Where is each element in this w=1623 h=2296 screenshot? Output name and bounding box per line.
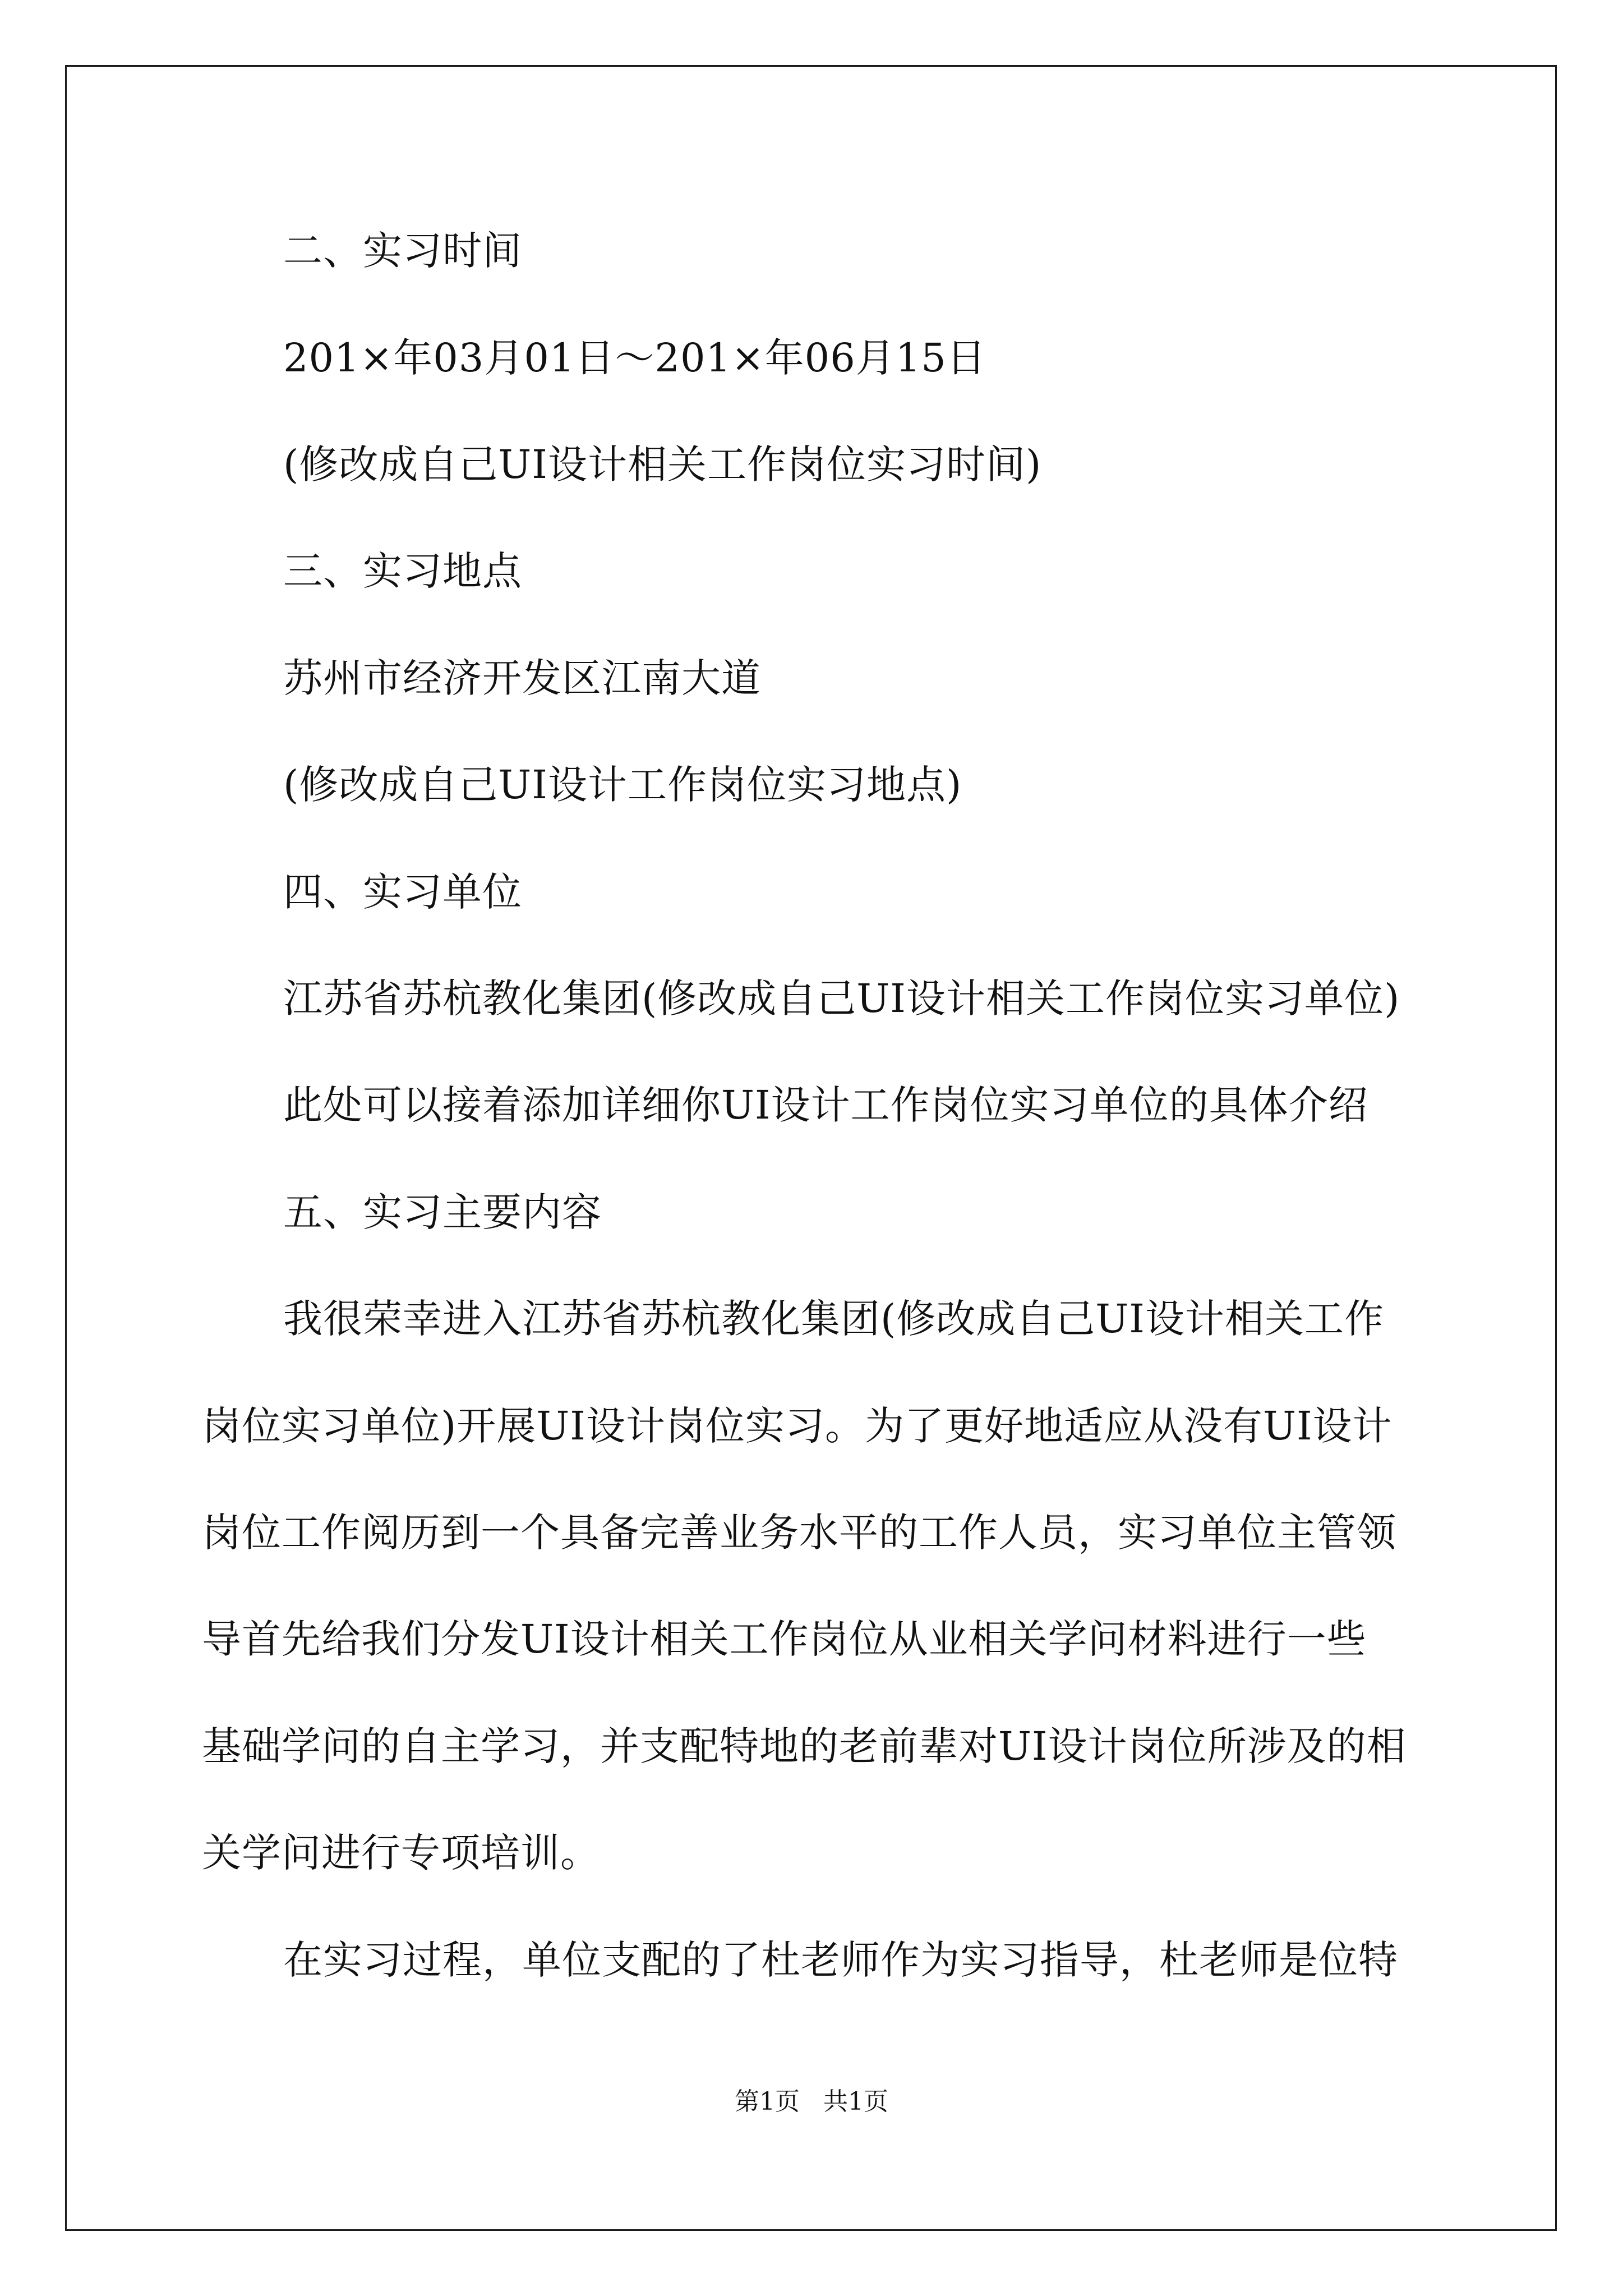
- text-internship-dates: 201×年03月01日～201×年06月15日: [283, 335, 986, 381]
- paragraph-line: 岗位工作阅历到一个具备完善业务水平的工作人员，实习单位主管领: [202, 1510, 1396, 1556]
- paragraph-line: 关学问进行专项培训。: [202, 1830, 600, 1876]
- text-location-note: (修改成自己UI设计工作岗位实习地点): [283, 762, 962, 808]
- paragraph-line: 我很荣幸进入江苏省苏杭教化集团(修改成自己UI设计相关工作: [283, 1296, 1384, 1342]
- heading-main-content: 五、实习主要内容: [283, 1189, 602, 1235]
- heading-internship-unit: 四、实习单位: [283, 869, 522, 915]
- paragraph-line: 岗位实习单位)开展UI设计岗位实习。为了更好地适应从没有UI设计: [202, 1403, 1393, 1449]
- text-unit: 江苏省苏杭教化集团(修改成自己UI设计相关工作岗位实习单位): [283, 976, 1400, 1022]
- text-location: 苏州市经济开发区江南大道: [283, 655, 761, 701]
- page-number-footer: 第1页 共1页: [735, 2087, 888, 2116]
- paragraph-line: 基础学问的自主学习，并支配特地的老前辈对UI设计岗位所涉及的相: [202, 1723, 1407, 1769]
- heading-internship-time: 二、实习时间: [283, 228, 522, 274]
- paragraph-line: 在实习过程，单位支配的了杜老师作为实习指导，杜老师是位特: [283, 1937, 1398, 1983]
- text-unit-intro: 此处可以接着添加详细你UI设计工作岗位实习单位的具体介绍: [283, 1082, 1368, 1128]
- heading-internship-location: 三、实习地点: [283, 548, 522, 594]
- text-time-note: (修改成自己UI设计相关工作岗位实习时间): [283, 441, 1042, 487]
- paragraph-line: 导首先给我们分发UI设计相关工作岗位从业相关学问材料进行一些: [202, 1616, 1367, 1662]
